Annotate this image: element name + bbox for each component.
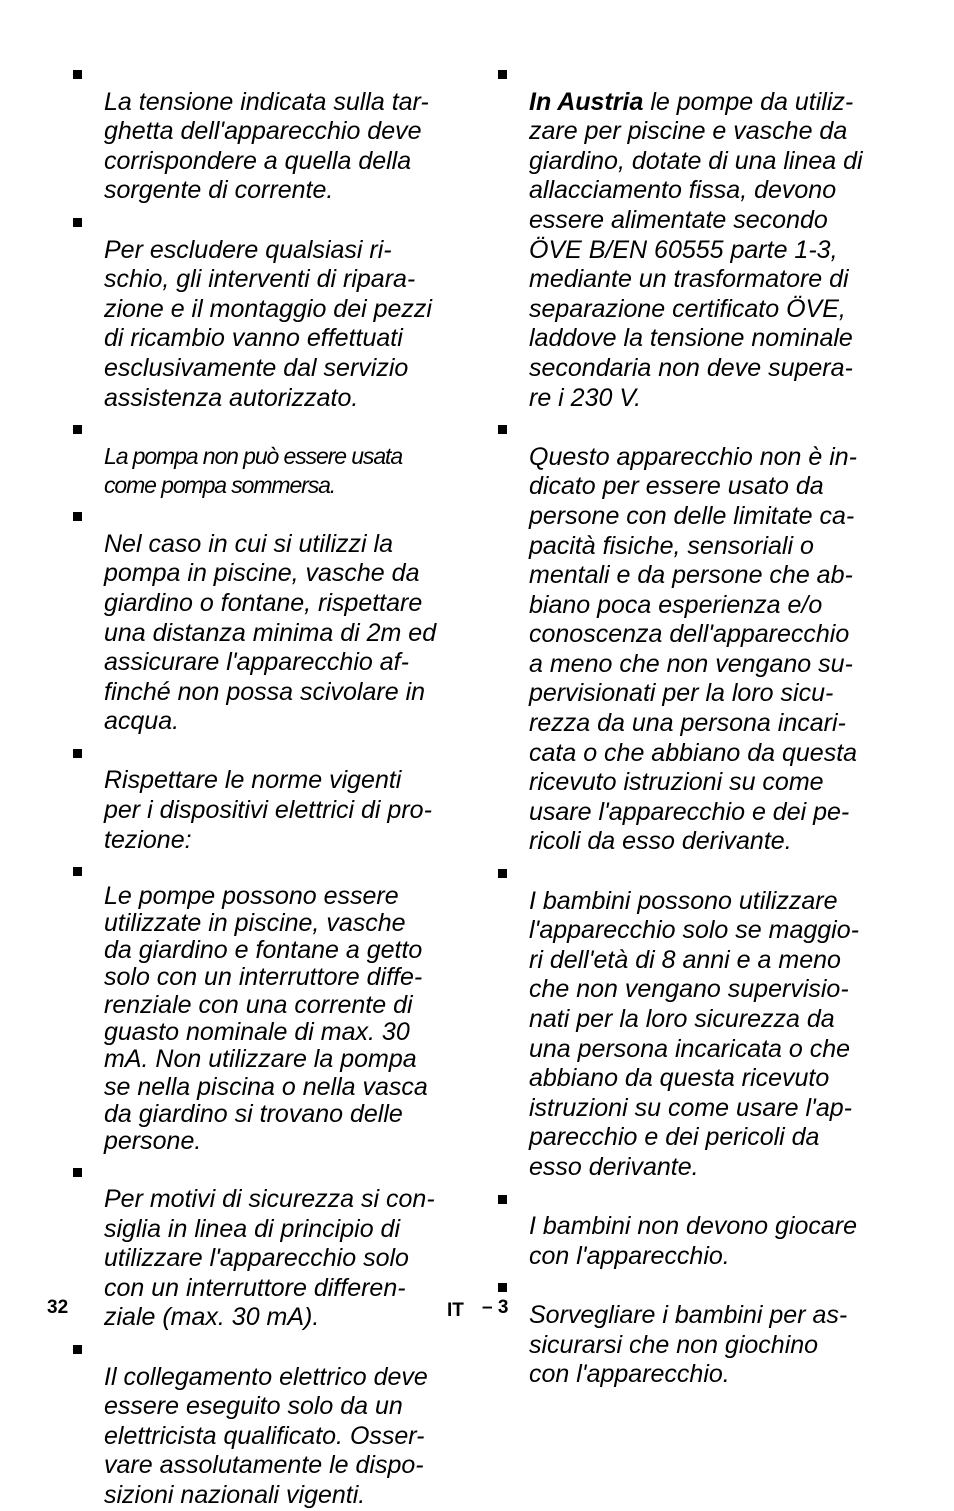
square-bullet-icon bbox=[498, 869, 507, 878]
square-bullet-icon bbox=[73, 218, 82, 227]
page-number: 32 bbox=[47, 1297, 69, 1318]
item-text: I bambini possono utilizzare l'apparecchio solo se maggio- ri dell'età di 8 anni e a meno che non vengano supervisio- nati per la loro sicurezza da una persona incaricata o che abbiano da questa ricevuto istruzioni su come usare l'ap- parecchio e dei pericoli da esso derivante. bbox=[529, 886, 859, 1181]
square-bullet-icon bbox=[73, 70, 82, 79]
safety-item-children-age bbox=[495, 857, 890, 1183]
item-text: Sorvegliare i bambini per as- sicurarsi che non giochino con l'apparecchio. bbox=[529, 1300, 848, 1389]
safety-item-not-submersible bbox=[70, 413, 460, 500]
square-bullet-icon bbox=[498, 425, 507, 434]
square-bullet-icon bbox=[73, 749, 82, 758]
item-text: Nel caso in cui si utilizzi la pompa in piscine, vasche da giardino o fontane, rispettare una distanza minima di 2m ed assicurare l'apparecchio af- finché non possa scivolare in acqua. bbox=[104, 529, 437, 736]
square-bullet-icon bbox=[498, 1283, 507, 1292]
language-code: IT bbox=[447, 1300, 464, 1321]
section-number: – 3 bbox=[482, 1297, 509, 1318]
square-bullet-icon bbox=[73, 1168, 82, 1177]
square-bullet-icon bbox=[498, 1195, 507, 1204]
item-text: La tensione indicata sulla tar- ghetta dell'apparecchio deve corrispondere a quella della sorgente di corrente. bbox=[104, 87, 429, 205]
safety-item-repairs bbox=[70, 206, 460, 413]
square-bullet-icon bbox=[73, 512, 82, 521]
safety-item-austria bbox=[495, 58, 890, 413]
left-column bbox=[70, 58, 460, 1511]
item-text: Rispettare le norme vigenti per i dispositivi elettrici di pro- tezione: bbox=[104, 766, 432, 854]
safety-item-limited-capacity bbox=[495, 413, 890, 857]
safety-item-children-play bbox=[495, 1183, 890, 1272]
item-lead: In Austria bbox=[529, 87, 644, 116]
safety-item-protection-norms bbox=[70, 737, 460, 855]
safety-item-pool-distance bbox=[70, 500, 460, 737]
square-bullet-icon bbox=[73, 425, 82, 434]
right-column bbox=[495, 58, 890, 1390]
safety-item-voltage bbox=[70, 58, 460, 206]
item-text: Il collegamento elettrico deve essere eseguito solo da un elettricista qualificato. Osser- vare assolutamente le dispo- sizioni nazionali vigenti. bbox=[104, 1362, 428, 1510]
square-bullet-icon bbox=[498, 70, 507, 79]
item-text: Questo apparecchio non è in- dicato per essere usato da persone con delle limitate ca- pacità fisiche, sensoriali o mentali e da persone che ab- biano poca esperienza e/o conoscenza dell'apparecchio a meno che non vengano su- pervisionati per la loro sicu- rezza da una persona incari- cata o che abbiano da questa ricevuto istruzioni su come usare l'apparecchio e dei pe- ricoli da esso derivante. bbox=[529, 442, 858, 856]
safety-item-rcd-recommendation bbox=[70, 1156, 460, 1334]
safety-item-electrician bbox=[70, 1333, 460, 1511]
item-text: La pompa non può essere usata come pompa sommersa. bbox=[104, 443, 403, 499]
item-text: I bambini non devono giocare con l'apparecchio. bbox=[529, 1212, 858, 1270]
safety-item-rcd-pools bbox=[70, 855, 460, 1155]
item-text: le pompe da utiliz- zare per piscine e vasche da giardino, dotate di una linea di allacciamento fissa, devono essere alimentate secondo ÖVE B/EN 60555 parte 1-3, mediante un trasformatore di separazione certificato ÖVE, laddove la tensione nominale secondaria non deve supera- re i 230 V. bbox=[529, 87, 863, 412]
item-text: Le pompe possono essere utilizzate in piscine, vasche da giardino e fontane a getto solo con un interruttore diffe- renziale con una corrente di guasto nominale di max. 30 mA. Non utilizzare la pompa se nella piscina o nella vasca da giardino si trovano delle persone. bbox=[104, 881, 428, 1156]
square-bullet-icon bbox=[73, 1345, 82, 1354]
square-bullet-icon bbox=[73, 867, 82, 876]
item-text: Per escludere qualsiasi ri- schio, gli interventi di ripara- zione e il montaggio dei pezzi di ricambio vanno effettuati esclusivamente dal servizio assistenza autorizzato. bbox=[104, 235, 432, 412]
safety-item-supervise-children bbox=[495, 1271, 890, 1389]
item-text: Per motivi di sicurezza si con- siglia in linea di principio di utilizzare l'apparecchio solo con un interruttore differen- ziale (max. 30 mA). bbox=[104, 1185, 435, 1332]
